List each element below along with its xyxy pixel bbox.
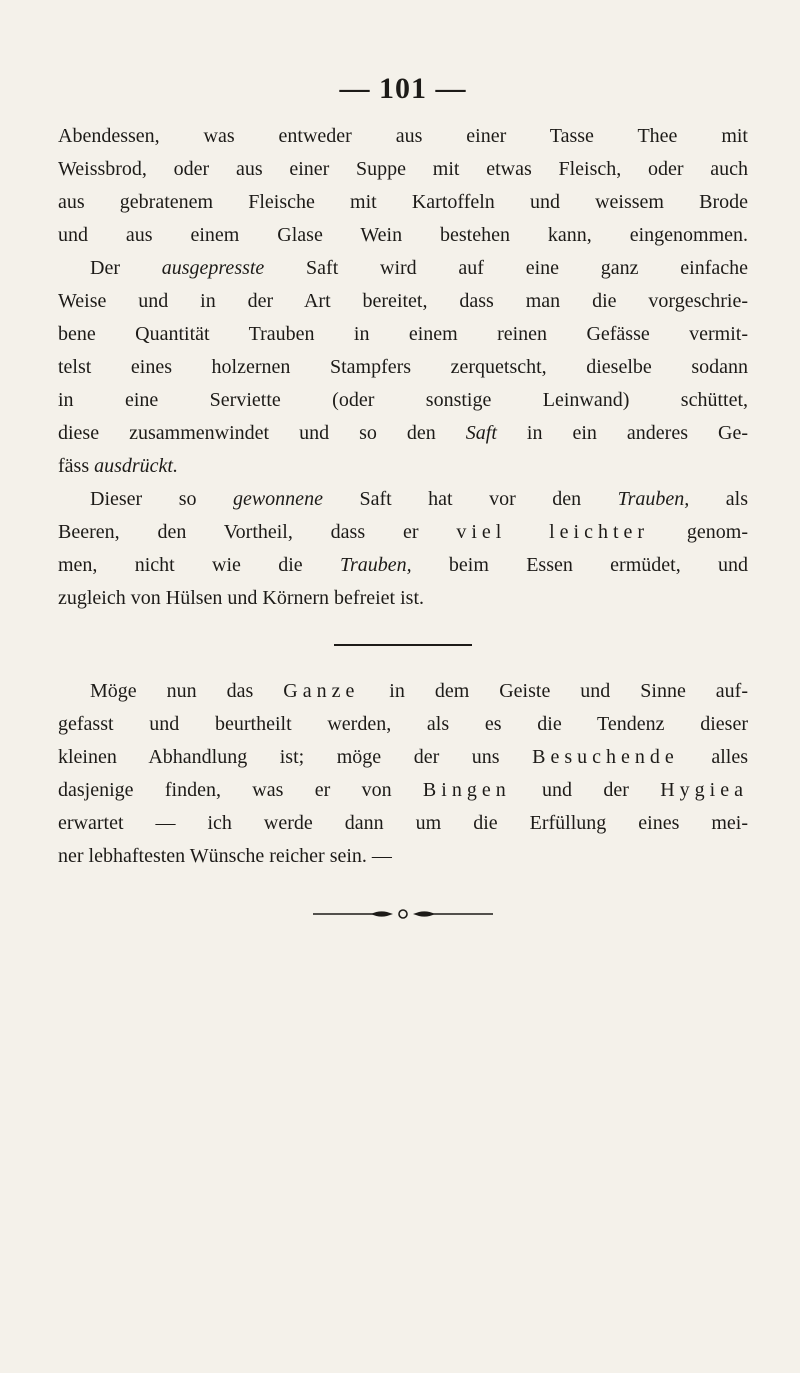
text-line (58, 675, 748, 708)
text-line: gefasst und beurtheilt werden, als es die Tendenz dieser (58, 713, 748, 735)
emphasis-text: ausdrückt. (94, 455, 178, 477)
text-run: Saft hat vor den (322, 488, 618, 510)
text-line: Abendessen, was entweder aus einer Tasse Thee mit (58, 125, 748, 147)
text-line: Weissbrod, oder aus einer Suppe mit etwas Fleisch, oder auch (58, 158, 748, 180)
emphasis-text: Trauben, (339, 554, 412, 576)
emphasis-text: Trauben, (617, 488, 690, 510)
emphasis-text: ausgepresste (161, 257, 265, 279)
text-line: erwartet — ich werde dann um die Erfüllung eines mei- (58, 812, 748, 834)
text-run: in ein anderes Ge- (496, 422, 748, 444)
text-run: men, nicht wie die (58, 554, 340, 576)
text-run: als (689, 488, 749, 510)
spaced-emphasis-text: viel leichter (456, 521, 650, 543)
text-run: genom- (649, 521, 749, 543)
book-page (58, 72, 748, 920)
text-run: in dem Geiste und Sinne auf- (359, 680, 748, 702)
text-run: Dieser so (90, 488, 233, 510)
spaced-emphasis-text: Ganze (283, 680, 360, 702)
paragraph-closing-wish (58, 675, 748, 873)
text-line (58, 516, 748, 549)
text-line (58, 252, 748, 285)
text-run: diese zusammenwindet und so den (58, 422, 466, 444)
page-number-header: — 101 — (339, 72, 467, 105)
end-ornament-icon (313, 908, 493, 920)
text-line (58, 483, 748, 516)
spaced-emphasis-text: Besuchende (532, 746, 679, 768)
text-line: und aus einem Glase Wein bestehen kann, eingenommen. (58, 224, 748, 246)
text-line: ner lebhaftesten Wünsche reicher sein. — (58, 845, 392, 867)
section-divider (334, 644, 472, 646)
text-run: Saft wird auf eine ganz einfache (264, 257, 749, 279)
text-run: und der (510, 779, 661, 801)
text-line: bene Quantität Trauben in einem reinen Gefässe vermit- (58, 323, 748, 345)
paragraph-supper-and-pressed-juice (58, 120, 748, 483)
emphasis-text: gewonnene (232, 488, 323, 510)
paragraph-juice-advantages (58, 483, 748, 615)
text-line (58, 549, 748, 582)
text-run: Der (90, 257, 162, 279)
text-line (58, 741, 748, 774)
emphasis-text: Saft (465, 422, 497, 444)
text-line: in eine Serviette (oder sonstige Leinwand) schüttet, (58, 389, 748, 411)
text-run: alles (678, 746, 748, 768)
text-line: zugleich von Hülsen und Körnern befreiet ist. (58, 587, 425, 609)
text-line: telst eines holzernen Stampfers zerquetscht, dieselbe sodann (58, 356, 748, 378)
text-line (58, 774, 748, 807)
text-run: fäss (58, 455, 95, 477)
text-run: beim Essen ermüdet, und (411, 554, 748, 576)
text-line (58, 417, 748, 450)
spaced-emphasis-text: Bingen (422, 779, 511, 801)
text-run: dasjenige finden, was er von (58, 779, 423, 801)
text-line: aus gebratenem Fleische mit Kartoffeln und weissem Brode (58, 191, 748, 213)
text-line (58, 450, 748, 483)
spaced-emphasis-text: Hygiea (660, 779, 748, 801)
text-run: kleinen Abhandlung ist; möge der uns (58, 746, 533, 768)
text-line: Weise und in der Art bereitet, dass man die vorgeschrie- (58, 290, 748, 312)
text-run: Möge nun das (90, 680, 284, 702)
text-run: Beeren, den Vortheil, dass er (58, 521, 457, 543)
